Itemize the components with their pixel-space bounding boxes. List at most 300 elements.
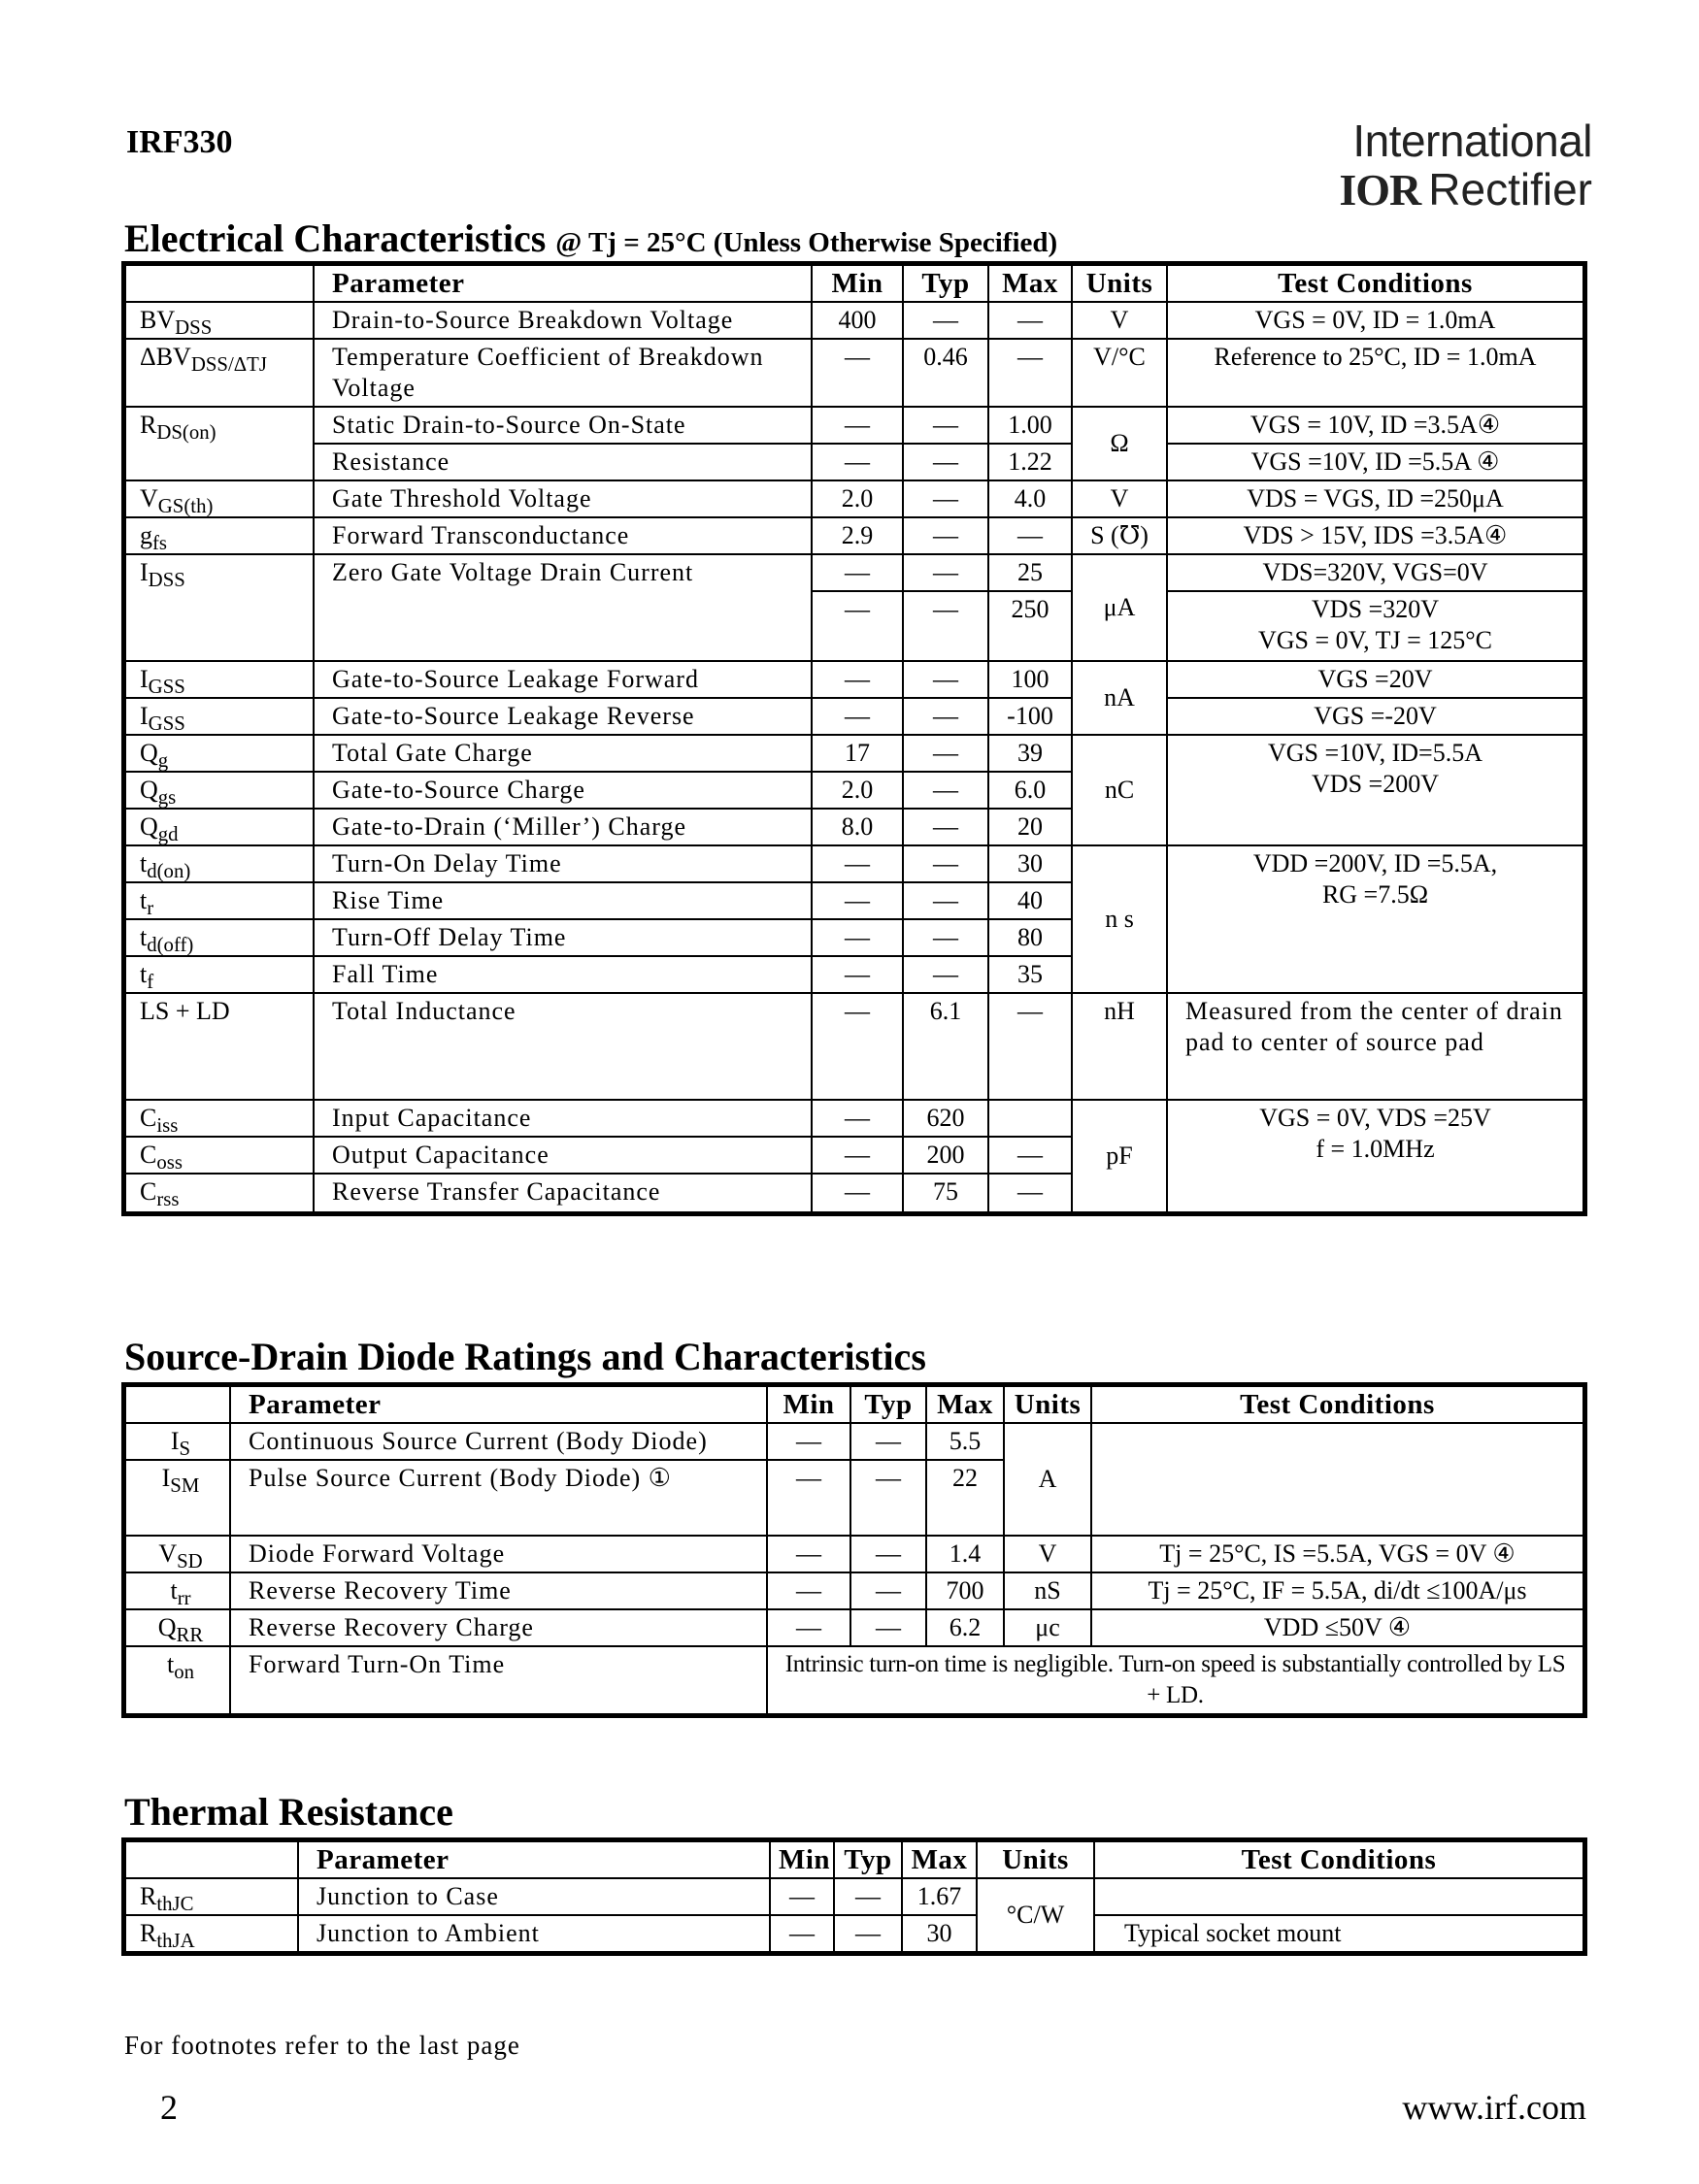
symbol-cell bbox=[125, 1423, 230, 1460]
units-cell: nA bbox=[1072, 661, 1167, 735]
part-number: IRF330 bbox=[126, 124, 233, 160]
max-cell: 700 bbox=[926, 1572, 1004, 1609]
test-condition-cell bbox=[1091, 1423, 1583, 1536]
test-condition-cell bbox=[1094, 1878, 1583, 1915]
typ-cell: — bbox=[903, 407, 988, 444]
test-condition: Measured from the center of drain pad to center of source pad bbox=[1185, 997, 1563, 1056]
max-cell: — bbox=[988, 1174, 1072, 1212]
symbol-cell bbox=[125, 1646, 230, 1714]
test-condition: VDS = VGS, ID =250μA bbox=[1247, 484, 1504, 513]
test-condition: VGS =10V, ID=5.5A bbox=[1268, 739, 1482, 767]
max-cell: — bbox=[988, 993, 1072, 1100]
max-cell: 30 bbox=[988, 845, 1072, 882]
table-row bbox=[125, 480, 1583, 517]
symbol: Q bbox=[140, 776, 158, 804]
max-cell: 250 bbox=[988, 591, 1072, 661]
electrical-subtitle: @ Tj = 25°C (Unless Otherwise Specified) bbox=[555, 227, 1058, 258]
column-header: Units bbox=[977, 1841, 1094, 1878]
symbol-cell bbox=[125, 698, 314, 735]
min-cell: — bbox=[812, 698, 903, 735]
column-header bbox=[125, 265, 314, 302]
column-header: Test Conditions bbox=[1091, 1386, 1583, 1423]
symbol: t bbox=[140, 960, 148, 988]
test-condition: VGS =20V bbox=[1317, 665, 1433, 693]
test-condition: VDD =200V, ID =5.5A, bbox=[1252, 849, 1498, 877]
symbol-cell bbox=[125, 1915, 298, 1952]
electrical-title-wrap bbox=[124, 215, 1057, 261]
symbol-cell bbox=[125, 1174, 314, 1212]
symbol-cell bbox=[125, 302, 314, 339]
parameter-cell: Static Drain-to-Source On-State bbox=[314, 407, 812, 444]
column-header: Typ bbox=[834, 1841, 902, 1878]
table-row bbox=[125, 698, 1583, 735]
max-cell: — bbox=[988, 302, 1072, 339]
symbol: I bbox=[140, 702, 149, 730]
parameter-cell: Turn-On Delay Time bbox=[314, 845, 812, 882]
max-cell: 25 bbox=[988, 554, 1072, 591]
min-cell: — bbox=[770, 1915, 834, 1952]
typ-cell: — bbox=[903, 956, 988, 993]
table-row bbox=[125, 993, 1583, 1100]
test-condition: VDS > 15V, IDS =3.5A④ bbox=[1243, 521, 1508, 549]
symbol: V bbox=[158, 1539, 178, 1568]
symbol: LS + LD bbox=[140, 997, 230, 1025]
symbol-cell bbox=[125, 882, 314, 919]
typ-cell: 75 bbox=[903, 1174, 988, 1212]
min-cell: — bbox=[812, 919, 903, 956]
typ-cell: — bbox=[850, 1423, 926, 1460]
typ-cell: — bbox=[903, 480, 988, 517]
symbol-subscript: gd bbox=[157, 823, 179, 846]
parameter-cell: Gate-to-Source Charge bbox=[314, 772, 812, 809]
units-cell: °C/W bbox=[977, 1878, 1094, 1952]
symbol-subscript: r bbox=[147, 897, 154, 920]
symbol-cell bbox=[125, 1536, 230, 1572]
table-row bbox=[125, 444, 1583, 480]
table-row bbox=[125, 1878, 1583, 1915]
max-cell: 4.0 bbox=[988, 480, 1072, 517]
units-cell: nS bbox=[1004, 1572, 1091, 1609]
typ-cell: — bbox=[903, 302, 988, 339]
min-cell: 2.9 bbox=[812, 517, 903, 554]
typ-cell: 0.46 bbox=[903, 339, 988, 407]
symbol-subscript: GSS bbox=[148, 712, 185, 736]
table-header-row bbox=[125, 265, 1583, 302]
column-header: Max bbox=[926, 1386, 1004, 1423]
symbol-cell bbox=[125, 339, 314, 407]
parameter-cell: Zero Gate Voltage Drain Current bbox=[314, 554, 812, 661]
symbol: C bbox=[140, 1104, 157, 1132]
table-row bbox=[125, 1536, 1583, 1572]
max-cell: 22 bbox=[926, 1460, 1004, 1536]
test-condition-cell bbox=[1167, 480, 1583, 517]
symbol-subscript: thJC bbox=[156, 1893, 194, 1916]
page-number: 2 bbox=[160, 2088, 178, 2127]
max-cell: 1.00 bbox=[988, 407, 1072, 444]
brand-logo bbox=[1339, 116, 1592, 215]
test-condition-cell bbox=[1167, 517, 1583, 554]
symbol-cell bbox=[125, 517, 314, 554]
table-row bbox=[125, 554, 1583, 591]
table-row bbox=[125, 1646, 1583, 1714]
units-cell: nC bbox=[1072, 735, 1167, 845]
test-condition: VGS =-20V bbox=[1314, 702, 1437, 730]
min-cell: — bbox=[812, 1137, 903, 1174]
typ-cell: — bbox=[850, 1460, 926, 1536]
parameter-cell: Reverse Recovery Charge bbox=[230, 1609, 767, 1646]
parameter-cell: Gate-to-Source Leakage Forward bbox=[314, 661, 812, 698]
parameter-cell: Output Capacitance bbox=[314, 1137, 812, 1174]
test-condition-cell: Tj = 25°C, IF = 5.5A, di/dt ≤100A/μs bbox=[1091, 1572, 1583, 1609]
symbol: V bbox=[140, 484, 158, 513]
symbol-cell bbox=[125, 809, 314, 845]
typ-cell: 6.1 bbox=[903, 993, 988, 1100]
test-condition-cell bbox=[1167, 591, 1583, 661]
test-condition: VGS = 10V, ID =3.5A④ bbox=[1249, 411, 1501, 439]
units-cell: V bbox=[1072, 302, 1167, 339]
test-condition: VDS=320V, VGS=0V bbox=[1262, 558, 1488, 586]
typ-cell: — bbox=[850, 1572, 926, 1609]
test-condition: VDS =320V bbox=[1312, 595, 1439, 623]
min-cell: — bbox=[812, 1100, 903, 1137]
symbol: I bbox=[161, 1464, 171, 1492]
test-condition: VGS =10V, ID =5.5A ④ bbox=[1250, 447, 1500, 476]
symbol-subscript: GSS bbox=[148, 676, 185, 699]
symbol-subscript: g bbox=[157, 749, 169, 773]
brand-line2-wrap bbox=[1339, 165, 1592, 215]
symbol-cell bbox=[125, 1609, 230, 1646]
max-cell: — bbox=[988, 1137, 1072, 1174]
test-condition-cell bbox=[1167, 339, 1583, 407]
column-header: Min bbox=[767, 1386, 850, 1423]
column-header bbox=[125, 1841, 298, 1878]
column-header: Max bbox=[902, 1841, 977, 1878]
electrical-table bbox=[124, 264, 1584, 1213]
test-condition-cell: Intrinsic turn-on time is negligible. Turn-on speed is substantially controlled by LS + LD. bbox=[767, 1646, 1583, 1714]
typ-cell: — bbox=[903, 444, 988, 480]
units-cell: V/°C bbox=[1072, 339, 1167, 407]
min-cell: 2.0 bbox=[812, 480, 903, 517]
parameter-cell: Junction to Case bbox=[298, 1878, 770, 1915]
parameter-cell: Forward Transconductance bbox=[314, 517, 812, 554]
min-cell: — bbox=[812, 1174, 903, 1212]
symbol-cell bbox=[125, 1100, 314, 1137]
symbol-cell bbox=[125, 661, 314, 698]
parameter-cell: Gate-to-Drain (‘Miller’) Charge bbox=[314, 809, 812, 845]
symbol: ΔBV bbox=[140, 343, 191, 371]
column-header: Units bbox=[1004, 1386, 1091, 1423]
max-cell: 80 bbox=[988, 919, 1072, 956]
symbol-cell bbox=[125, 735, 314, 772]
table-row bbox=[125, 302, 1583, 339]
symbol-cell bbox=[125, 480, 314, 517]
typ-cell: — bbox=[850, 1609, 926, 1646]
min-cell: — bbox=[770, 1878, 834, 1915]
symbol-subscript: DSS/ΔTJ bbox=[190, 353, 267, 377]
max-cell: — bbox=[988, 339, 1072, 407]
electrical-title: Electrical Characteristics bbox=[124, 216, 547, 260]
symbol-subscript: rr bbox=[177, 1587, 191, 1610]
symbol: R bbox=[140, 1919, 157, 1947]
symbol-subscript: d(off) bbox=[147, 934, 194, 957]
min-cell: — bbox=[812, 882, 903, 919]
symbol-subscript: on bbox=[174, 1661, 195, 1684]
parameter-cell: Turn-Off Delay Time bbox=[314, 919, 812, 956]
min-cell: — bbox=[767, 1460, 850, 1536]
units-cell: nH bbox=[1072, 993, 1167, 1100]
max-cell: 1.22 bbox=[988, 444, 1072, 480]
min-cell: — bbox=[812, 591, 903, 661]
diode-table bbox=[124, 1385, 1584, 1715]
symbol-subscript: DSS bbox=[148, 569, 185, 592]
parameter-cell: Fall Time bbox=[314, 956, 812, 993]
symbol-cell bbox=[125, 993, 314, 1100]
parameter-cell: Total Inductance bbox=[314, 993, 812, 1100]
max-cell: 35 bbox=[988, 956, 1072, 993]
typ-cell: — bbox=[903, 772, 988, 809]
test-condition: Reference to 25°C, ID = 1.0mA bbox=[1214, 343, 1537, 371]
symbol-cell bbox=[125, 554, 314, 661]
parameter-cell: Resistance bbox=[314, 444, 812, 480]
column-header: Max bbox=[988, 265, 1072, 302]
table-row bbox=[125, 1423, 1583, 1460]
min-cell: 400 bbox=[812, 302, 903, 339]
parameter-cell: Drain-to-Source Breakdown Voltage bbox=[314, 302, 812, 339]
typ-cell: — bbox=[903, 882, 988, 919]
column-header: Parameter bbox=[230, 1386, 767, 1423]
thermal-title: Thermal Resistance bbox=[124, 1790, 453, 1834]
units-cell: A bbox=[1004, 1423, 1091, 1536]
column-header: Test Conditions bbox=[1094, 1841, 1583, 1878]
symbol-subscript: f bbox=[147, 971, 154, 994]
min-cell: — bbox=[812, 339, 903, 407]
max-cell: 20 bbox=[988, 809, 1072, 845]
min-cell: 2.0 bbox=[812, 772, 903, 809]
typ-cell: — bbox=[903, 809, 988, 845]
symbol-subscript: oss bbox=[156, 1151, 183, 1175]
symbol-subscript: SD bbox=[177, 1550, 203, 1573]
table-row bbox=[125, 1100, 1583, 1137]
symbol-subscript: d(on) bbox=[147, 860, 191, 883]
max-cell: 39 bbox=[988, 735, 1072, 772]
symbol: BV bbox=[140, 306, 176, 334]
test-condition-cell bbox=[1167, 993, 1583, 1100]
symbol: C bbox=[140, 1141, 157, 1169]
max-cell: 100 bbox=[988, 661, 1072, 698]
symbol: t bbox=[140, 849, 148, 877]
typ-cell: — bbox=[903, 661, 988, 698]
column-header: Min bbox=[770, 1841, 834, 1878]
website: www.irf.com bbox=[1402, 2088, 1586, 2127]
test-condition-cell bbox=[1167, 661, 1583, 698]
table-row bbox=[125, 339, 1583, 407]
footnote: For footnotes refer to the last page bbox=[124, 2031, 520, 2060]
test-condition-line2: f = 1.0MHz bbox=[1316, 1135, 1435, 1163]
symbol-subscript: fs bbox=[152, 532, 168, 555]
brand-line1: International bbox=[1352, 116, 1592, 166]
min-cell: 17 bbox=[812, 735, 903, 772]
typ-cell: — bbox=[850, 1536, 926, 1572]
symbol-cell bbox=[125, 772, 314, 809]
test-condition-cell bbox=[1167, 407, 1583, 444]
min-cell: — bbox=[812, 845, 903, 882]
max-cell: 1.67 bbox=[902, 1878, 977, 1915]
table-row bbox=[125, 661, 1583, 698]
min-cell: — bbox=[812, 444, 903, 480]
column-header: Test Conditions bbox=[1167, 265, 1583, 302]
units-cell: Ω bbox=[1072, 407, 1167, 480]
symbol: I bbox=[140, 558, 149, 586]
typ-cell: — bbox=[903, 517, 988, 554]
symbol: I bbox=[140, 665, 149, 693]
test-condition-line2: VDS =200V bbox=[1312, 770, 1439, 798]
typ-cell: 620 bbox=[903, 1100, 988, 1137]
units-cell: V bbox=[1004, 1536, 1091, 1572]
symbol-cell bbox=[125, 845, 314, 882]
column-header: Parameter bbox=[314, 265, 812, 302]
symbol-subscript: thJA bbox=[156, 1930, 195, 1953]
symbol: t bbox=[140, 923, 148, 951]
parameter-cell: Input Capacitance bbox=[314, 1100, 812, 1137]
table-row bbox=[125, 1609, 1583, 1646]
parameter-cell: Reverse Recovery Time bbox=[230, 1572, 767, 1609]
symbol: Q bbox=[140, 739, 158, 767]
max-cell bbox=[988, 1100, 1072, 1137]
symbol: t bbox=[170, 1576, 178, 1605]
typ-cell: — bbox=[903, 845, 988, 882]
typ-cell: — bbox=[903, 919, 988, 956]
min-cell: — bbox=[812, 956, 903, 993]
table-row bbox=[125, 1572, 1583, 1609]
symbol: R bbox=[140, 1882, 157, 1910]
test-condition-line2: RG =7.5Ω bbox=[1321, 880, 1429, 909]
units-cell: S (℧) bbox=[1072, 517, 1167, 554]
symbol-subscript: GS(th) bbox=[157, 495, 214, 518]
symbol: R bbox=[140, 411, 157, 439]
typ-cell: — bbox=[834, 1878, 902, 1915]
min-cell: — bbox=[767, 1423, 850, 1460]
symbol: Q bbox=[157, 1613, 177, 1641]
test-condition-cell bbox=[1167, 735, 1583, 845]
symbol-cell bbox=[125, 1572, 230, 1609]
symbol-subscript: DSS bbox=[175, 316, 213, 340]
test-condition-cell: Typical socket mount bbox=[1094, 1915, 1583, 1952]
max-cell: 5.5 bbox=[926, 1423, 1004, 1460]
symbol-cell bbox=[125, 919, 314, 956]
typ-cell: — bbox=[903, 698, 988, 735]
parameter-cell: Pulse Source Current (Body Diode) ① bbox=[230, 1460, 767, 1536]
min-cell: 8.0 bbox=[812, 809, 903, 845]
brand-mark: IOR bbox=[1339, 165, 1421, 215]
diode-title: Source-Drain Diode Ratings and Characteristics bbox=[124, 1335, 926, 1378]
symbol-subscript: rss bbox=[156, 1188, 180, 1211]
table-row bbox=[125, 845, 1583, 882]
units-cell: pF bbox=[1072, 1100, 1167, 1212]
table-row bbox=[125, 735, 1583, 772]
min-cell: — bbox=[767, 1536, 850, 1572]
symbol-subscript: gs bbox=[157, 786, 177, 810]
thermal-table bbox=[124, 1840, 1584, 1953]
symbol-cell bbox=[125, 956, 314, 993]
units-cell: V bbox=[1072, 480, 1167, 517]
parameter-cell: Gate Threshold Voltage bbox=[314, 480, 812, 517]
symbol: g bbox=[140, 521, 152, 549]
symbol: I bbox=[170, 1427, 180, 1455]
symbol-subscript: DS(on) bbox=[156, 421, 217, 445]
test-condition: VGS = 0V, ID = 1.0mA bbox=[1254, 306, 1496, 334]
table-row bbox=[125, 1915, 1583, 1952]
units-cell: μA bbox=[1072, 554, 1167, 661]
symbol: t bbox=[140, 886, 148, 914]
max-cell: — bbox=[988, 517, 1072, 554]
symbol-subscript: iss bbox=[156, 1114, 179, 1138]
column-header: Typ bbox=[850, 1386, 926, 1423]
min-cell: — bbox=[812, 407, 903, 444]
typ-cell: — bbox=[903, 735, 988, 772]
symbol-cell bbox=[125, 407, 314, 480]
parameter-cell: Junction to Ambient bbox=[298, 1915, 770, 1952]
parameter-cell: Total Gate Charge bbox=[314, 735, 812, 772]
column-header: Units bbox=[1072, 265, 1167, 302]
symbol: Q bbox=[140, 812, 158, 841]
test-condition-cell: VDD ≤50V ④ bbox=[1091, 1609, 1583, 1646]
parameter-cell: Temperature Coefficient of Breakdown Voltage bbox=[314, 339, 812, 407]
min-cell: — bbox=[812, 661, 903, 698]
parameter-cell: Gate-to-Source Leakage Reverse bbox=[314, 698, 812, 735]
test-condition-line2: VGS = 0V, TJ = 125°C bbox=[1257, 626, 1493, 654]
typ-cell: 200 bbox=[903, 1137, 988, 1174]
column-header: Min bbox=[812, 265, 903, 302]
test-condition-cell bbox=[1167, 444, 1583, 480]
test-condition-cell bbox=[1167, 302, 1583, 339]
max-cell: 6.0 bbox=[988, 772, 1072, 809]
symbol-subscript: RR bbox=[176, 1624, 204, 1647]
symbol-cell bbox=[125, 1137, 314, 1174]
symbol-cell bbox=[125, 1460, 230, 1536]
symbol-subscript: S bbox=[179, 1438, 191, 1461]
table-row bbox=[125, 517, 1583, 554]
max-cell: 6.2 bbox=[926, 1609, 1004, 1646]
table-header-row bbox=[125, 1841, 1583, 1878]
typ-cell: — bbox=[834, 1915, 902, 1952]
test-condition-cell: Tj = 25°C, IS =5.5A, VGS = 0V ④ bbox=[1091, 1536, 1583, 1572]
typ-cell: — bbox=[903, 554, 988, 591]
table-header-row bbox=[125, 1386, 1583, 1423]
table-row bbox=[125, 407, 1583, 444]
parameter-cell: Continuous Source Current (Body Diode) bbox=[230, 1423, 767, 1460]
test-condition-cell bbox=[1167, 845, 1583, 993]
max-cell: 40 bbox=[988, 882, 1072, 919]
min-cell: — bbox=[767, 1572, 850, 1609]
symbol-cell bbox=[125, 1878, 298, 1915]
parameter-cell: Diode Forward Voltage bbox=[230, 1536, 767, 1572]
column-header: Parameter bbox=[298, 1841, 770, 1878]
typ-cell: — bbox=[903, 591, 988, 661]
brand-line2: Rectifier bbox=[1428, 164, 1592, 215]
parameter-cell: Reverse Transfer Capacitance bbox=[314, 1174, 812, 1212]
symbol: t bbox=[166, 1650, 175, 1678]
min-cell: — bbox=[812, 554, 903, 591]
test-condition-cell bbox=[1167, 1100, 1583, 1212]
test-condition-cell bbox=[1167, 698, 1583, 735]
parameter-cell: Rise Time bbox=[314, 882, 812, 919]
test-condition-cell bbox=[1167, 554, 1583, 591]
parameter-cell: Forward Turn-On Time bbox=[230, 1646, 767, 1714]
column-header bbox=[125, 1386, 230, 1423]
min-cell: — bbox=[812, 993, 903, 1100]
min-cell: — bbox=[767, 1609, 850, 1646]
column-header: Typ bbox=[903, 265, 988, 302]
